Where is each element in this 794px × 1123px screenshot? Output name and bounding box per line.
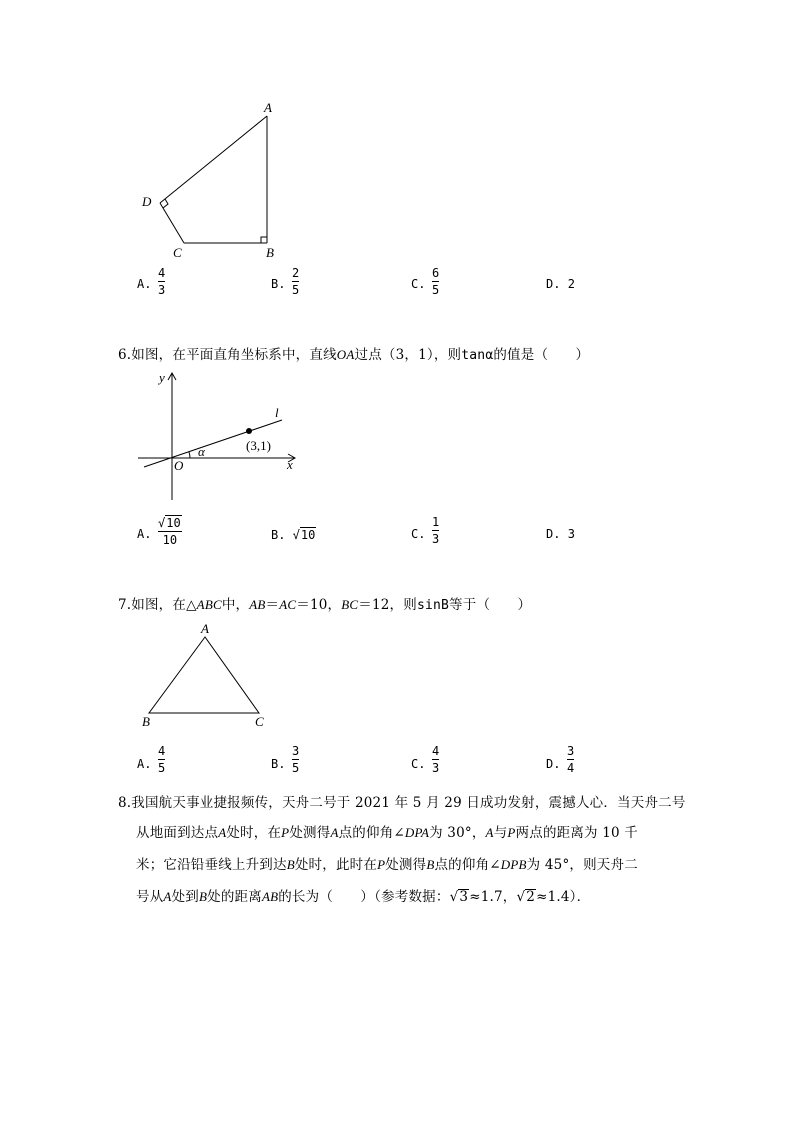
q6-figure (130, 365, 310, 505)
q5-option-a-letter: A. (137, 277, 152, 291)
q6-option-d (546, 527, 575, 541)
q6-option-b: B. √10 (271, 528, 316, 542)
label-y: y (159, 370, 165, 385)
q7-option-b-letter: B. (271, 757, 286, 771)
label-l: l (275, 405, 279, 420)
denominator: 5 (158, 761, 166, 775)
triangle-abc (149, 637, 259, 713)
q6-option-a-fraction: √10 10 (158, 516, 181, 547)
q5-option-c-letter: C. (411, 277, 426, 291)
numerator: 6 (432, 266, 440, 280)
segment-cd (160, 203, 184, 243)
q6-option-d-letter: D. (546, 527, 561, 541)
label-point: (3,1) (246, 438, 271, 453)
denominator: 5 (292, 761, 300, 775)
q7-option-d-fraction (567, 744, 574, 775)
q7-option-d-letter: D. (546, 757, 561, 771)
q7-option-c-fraction (432, 744, 439, 775)
label-x: x (287, 457, 293, 472)
label-b: B (266, 245, 274, 260)
q6-option-d-value: 3 (567, 527, 575, 541)
numerator: 4 (158, 266, 166, 280)
denominator: 5 (432, 283, 440, 297)
numerator: 4 (158, 744, 166, 758)
q5-option-b-letter: B. (271, 277, 286, 291)
numerator: 4 (432, 744, 440, 758)
sqrt-2-radicand: 2 (526, 889, 536, 905)
q5-option-c-fraction (432, 266, 439, 297)
denominator: 3 (432, 761, 440, 775)
numerator: 3 (292, 744, 300, 758)
denominator: 4 (567, 761, 575, 775)
q6-stem: 6.如图，在平面直角坐标系中，直线OA过点（3，1），则tanα的值是（ ） (118, 347, 590, 363)
q6-option-b-radicand: 10 (300, 528, 316, 542)
label-c: C (255, 714, 264, 729)
segment-da (160, 116, 267, 203)
q7-figure (135, 620, 275, 735)
q7-option-c-letter: C. (411, 757, 426, 771)
numerator: 3 (567, 744, 575, 758)
denominator: 5 (292, 283, 300, 297)
q6-option-c-letter: C. (411, 527, 426, 541)
denominator: 3 (432, 532, 440, 546)
q5-option-d (546, 277, 575, 291)
q5-option-a-fraction (158, 266, 165, 297)
q8-line-1: 8.我国航天事业捷报频传，天舟二号于 2021 年 5 月 29 日成功发射，震撼人心．当天舟二号 (118, 795, 686, 811)
label-d: D (142, 194, 152, 209)
q5-option-b-fraction (292, 266, 299, 297)
q6-option-a-letter: A. (137, 527, 152, 541)
q7-option-a-letter: A. (137, 757, 152, 771)
denominator: 3 (158, 283, 166, 297)
q7-option-a-fraction (158, 744, 165, 775)
q5-figure (130, 95, 290, 265)
right-angle-mark-b (261, 237, 267, 243)
q7-stem: 7.如图，在△ABC中，AB＝AC＝10，BC＝12，则sinB等于（ ） (118, 597, 532, 613)
label-c: C (173, 245, 182, 260)
q7-option-b-fraction (292, 744, 299, 775)
q8-line-4: 号从A处到B处的距离AB的长为（ ）（参考数据：√3≈1.7，√2≈1.4）． (136, 889, 591, 905)
label-alpha: α (198, 444, 205, 459)
q5-option-d-value: 2 (567, 277, 575, 291)
numerator: 1 (432, 515, 440, 529)
q5-option-d-letter: D. (546, 277, 561, 291)
label-a: A (201, 621, 209, 636)
q8-line-3: 米；它沿铅垂线上升到达B处时，此时在P处测得B点的仰角∠DPB为 45°，则天舟二 (136, 857, 638, 873)
label-o: O (174, 458, 184, 473)
q8-line-2: 从地面到达点A处时，在P处测得A点的仰角∠DPA为 30°，A与P两点的距离为 10 千 (136, 825, 639, 841)
numerator-radicand: 10 (166, 516, 181, 530)
q6-option-b-letter: B. (271, 528, 286, 542)
sqrt-3-radicand: 3 (459, 889, 469, 905)
q6-option-c-fraction (432, 515, 439, 546)
denominator: 10 (162, 533, 178, 547)
numerator: 2 (292, 266, 300, 280)
angle-alpha-arc (189, 452, 190, 458)
label-a: A (264, 100, 272, 115)
label-b: B (142, 714, 150, 729)
point-3-1 (246, 428, 252, 434)
